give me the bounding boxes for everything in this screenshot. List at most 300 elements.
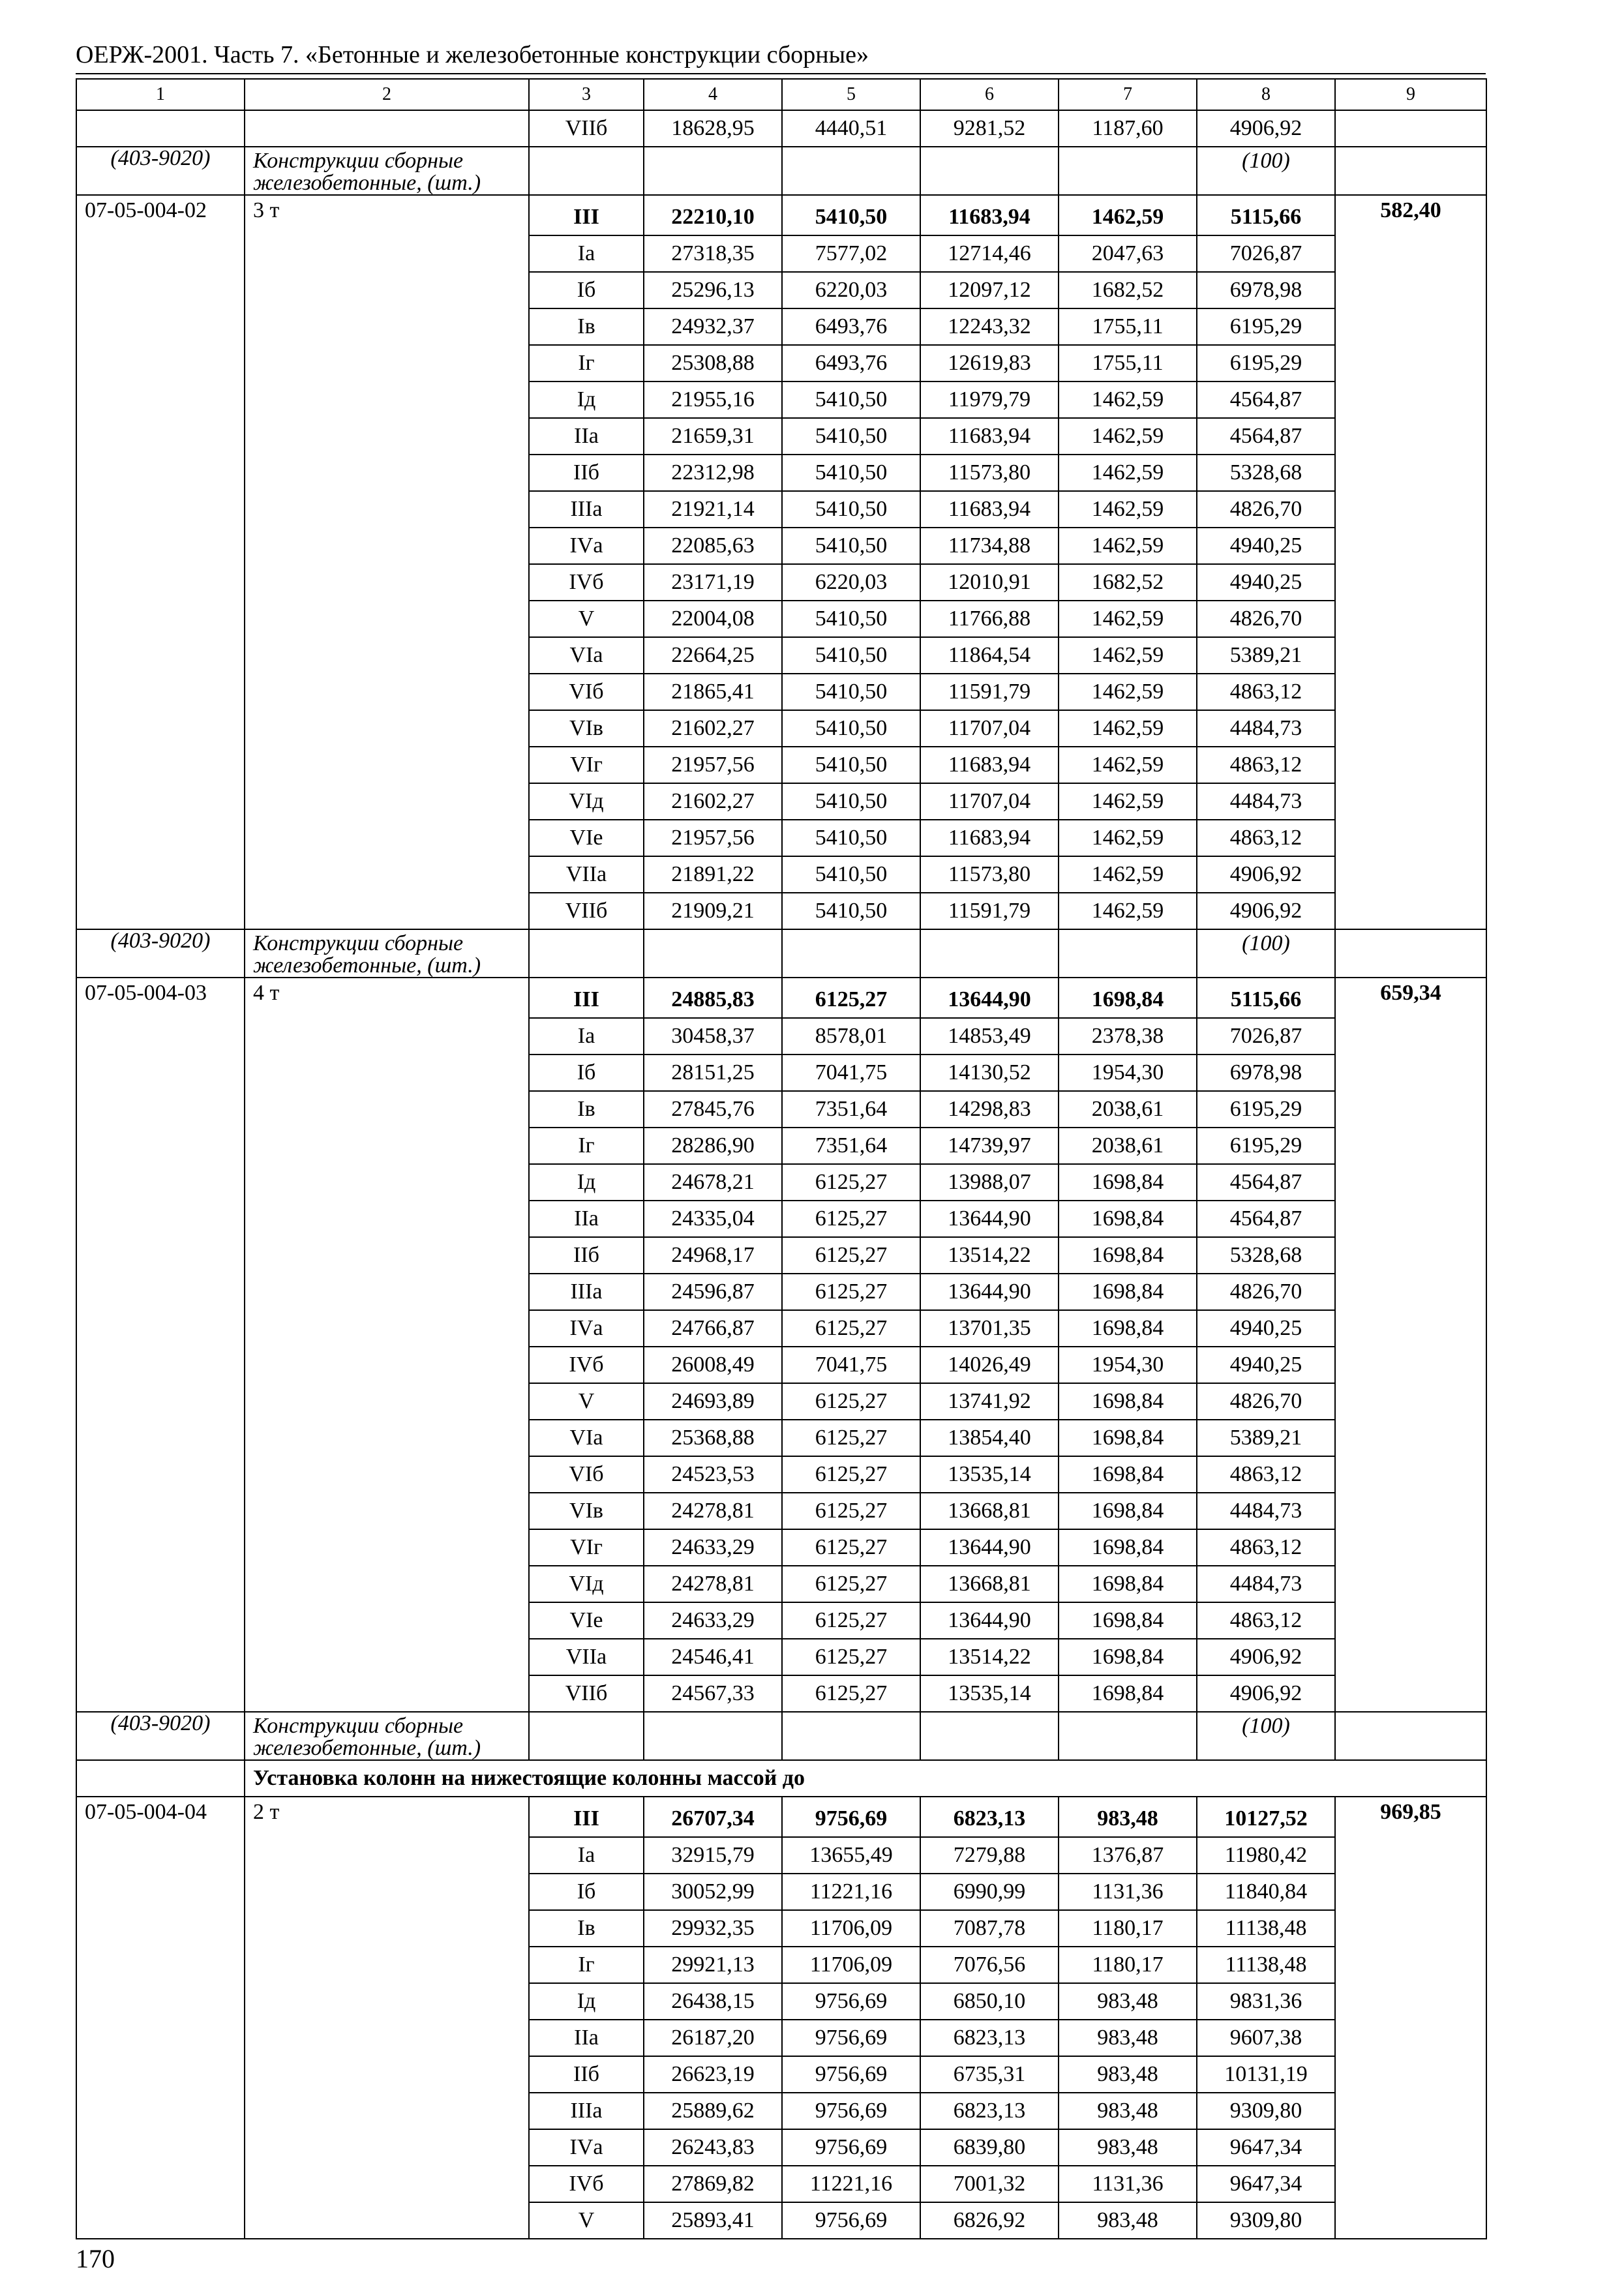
value-cell: 4863,12 (1197, 1602, 1335, 1639)
zone-cell: IIа (529, 1201, 644, 1237)
value-cell: 4906,92 (1197, 110, 1335, 147)
zone-cell: IVб (529, 2166, 644, 2202)
zone-cell: III (529, 195, 644, 235)
value-cell: 4564,87 (1197, 1201, 1335, 1237)
value-cell: 7351,64 (782, 1091, 920, 1128)
resource-value: (100) (1197, 1712, 1335, 1760)
value-cell: 5410,50 (782, 455, 920, 491)
value-cell: 13644,90 (920, 978, 1059, 1018)
value-cell: 4440,51 (782, 110, 920, 147)
value-cell: 9756,69 (782, 2202, 920, 2239)
value-cell: 6195,29 (1197, 345, 1335, 382)
section-title: Установка колонн на нижестоящие колонны массой до (245, 1760, 1486, 1797)
value-cell: 6125,27 (782, 1310, 920, 1347)
value-cell: 12010,91 (920, 564, 1059, 601)
table-row (76, 1797, 1486, 1837)
value-cell: 13655,49 (782, 1837, 920, 1874)
empty-cell (782, 147, 920, 195)
value-cell: 11706,09 (782, 1910, 920, 1947)
value-cell: 5410,50 (782, 893, 920, 929)
empty-cell (920, 929, 1059, 978)
zone-cell: IIIа (529, 491, 644, 528)
value-cell: 22664,25 (644, 637, 782, 674)
empty-cell (245, 110, 529, 147)
value-cell: 32915,79 (644, 1837, 782, 1874)
total-cell: 582,40 (1335, 195, 1486, 929)
value-cell: 6978,98 (1197, 272, 1335, 308)
empty-cell (529, 1712, 644, 1760)
zone-cell: V (529, 2202, 644, 2239)
value-cell: 9309,80 (1197, 2093, 1335, 2129)
column-number-row (76, 79, 1486, 110)
value-cell: 4863,12 (1197, 1529, 1335, 1566)
zone-cell: VIIб (529, 893, 644, 929)
value-cell: 9831,36 (1197, 1983, 1335, 2020)
value-cell: 4940,25 (1197, 1347, 1335, 1383)
value-cell: 5389,21 (1197, 1420, 1335, 1456)
value-cell: 4484,73 (1197, 783, 1335, 820)
value-cell: 25368,88 (644, 1420, 782, 1456)
zone-cell: VIа (529, 637, 644, 674)
zone-cell: IIIа (529, 2093, 644, 2129)
value-cell: 9647,34 (1197, 2129, 1335, 2166)
empty-cell (1335, 1712, 1486, 1760)
empty-cell (920, 1712, 1059, 1760)
value-cell: 25308,88 (644, 345, 782, 382)
value-cell: 21957,56 (644, 747, 782, 783)
value-cell: 11221,16 (782, 1874, 920, 1910)
value-cell: 13644,90 (920, 1529, 1059, 1566)
resource-name: Конструкции сборные железобетонные, (шт.) (245, 1712, 529, 1760)
value-cell: 6125,27 (782, 1566, 920, 1602)
value-cell: 1698,84 (1059, 1420, 1197, 1456)
value-cell: 24278,81 (644, 1566, 782, 1602)
value-cell: 4564,87 (1197, 382, 1335, 418)
column-number: 1 (76, 79, 245, 110)
value-cell: 5410,50 (782, 491, 920, 528)
value-cell: 13535,14 (920, 1675, 1059, 1712)
value-cell: 1131,36 (1059, 1874, 1197, 1910)
zone-cell: IIIа (529, 1274, 644, 1310)
total-cell: 659,34 (1335, 978, 1486, 1712)
value-cell: 11864,54 (920, 637, 1059, 674)
value-cell: 9756,69 (782, 2093, 920, 2129)
value-cell: 7026,87 (1197, 1018, 1335, 1055)
value-cell: 11840,84 (1197, 1874, 1335, 1910)
value-cell: 13644,90 (920, 1201, 1059, 1237)
value-cell: 5410,50 (782, 382, 920, 418)
value-cell: 2038,61 (1059, 1128, 1197, 1164)
value-cell: 6990,99 (920, 1874, 1059, 1910)
value-cell: 6850,10 (920, 1983, 1059, 2020)
value-cell: 6826,92 (920, 2202, 1059, 2239)
value-cell: 22085,63 (644, 528, 782, 564)
value-cell: 1698,84 (1059, 1493, 1197, 1529)
value-cell: 6823,13 (920, 2020, 1059, 2056)
value-cell: 29921,13 (644, 1947, 782, 1983)
zone-cell: Iб (529, 1055, 644, 1091)
value-cell: 14298,83 (920, 1091, 1059, 1128)
value-cell: 30052,99 (644, 1874, 782, 1910)
value-cell: 21891,22 (644, 856, 782, 893)
value-cell: 22312,98 (644, 455, 782, 491)
value-cell: 13514,22 (920, 1639, 1059, 1675)
value-cell: 29932,35 (644, 1910, 782, 1947)
value-cell: 1462,59 (1059, 418, 1197, 455)
resource-row (76, 1712, 1486, 1760)
value-cell: 24678,21 (644, 1164, 782, 1201)
value-cell: 1698,84 (1059, 1602, 1197, 1639)
zone-cell: Iб (529, 272, 644, 308)
table-row (76, 978, 1486, 1018)
value-cell: 5115,66 (1197, 978, 1335, 1018)
value-cell: 6195,29 (1197, 308, 1335, 345)
empty-cell (644, 929, 782, 978)
value-cell: 1698,84 (1059, 1383, 1197, 1420)
value-cell: 11591,79 (920, 674, 1059, 710)
value-cell: 4564,87 (1197, 1164, 1335, 1201)
resource-code: (403-9020) (76, 929, 245, 978)
value-cell: 2047,63 (1059, 235, 1197, 272)
zone-cell: IVа (529, 1310, 644, 1347)
value-cell: 24596,87 (644, 1274, 782, 1310)
value-cell: 5410,50 (782, 710, 920, 747)
value-cell: 6125,27 (782, 978, 920, 1018)
zone-cell: Iд (529, 1983, 644, 2020)
value-cell: 1462,59 (1059, 601, 1197, 637)
value-cell: 1462,59 (1059, 528, 1197, 564)
value-cell: 14130,52 (920, 1055, 1059, 1091)
column-number: 5 (782, 79, 920, 110)
value-cell: 1462,59 (1059, 820, 1197, 856)
value-cell: 24278,81 (644, 1493, 782, 1529)
value-cell: 4863,12 (1197, 747, 1335, 783)
value-cell: 13988,07 (920, 1164, 1059, 1201)
value-cell: 6125,27 (782, 1201, 920, 1237)
zone-cell: Iд (529, 1164, 644, 1201)
name-cell: 4 т (245, 978, 529, 1712)
zone-cell: VIг (529, 747, 644, 783)
zone-cell: Iд (529, 382, 644, 418)
value-cell: 14853,49 (920, 1018, 1059, 1055)
code-cell: 07-05-004-02 (76, 195, 245, 929)
value-cell: 11980,42 (1197, 1837, 1335, 1874)
value-cell: 24546,41 (644, 1639, 782, 1675)
resource-row (76, 929, 1486, 978)
empty-cell (1059, 1712, 1197, 1760)
name-cell: 3 т (245, 195, 529, 929)
empty-cell (644, 1712, 782, 1760)
value-cell: 6839,80 (920, 2129, 1059, 2166)
zone-cell: VIIа (529, 1639, 644, 1675)
value-cell: 21957,56 (644, 820, 782, 856)
value-cell: 1954,30 (1059, 1055, 1197, 1091)
value-cell: 26707,34 (644, 1797, 782, 1837)
value-cell: 9647,34 (1197, 2166, 1335, 2202)
zone-cell: Iг (529, 345, 644, 382)
value-cell: 14026,49 (920, 1347, 1059, 1383)
value-cell: 9756,69 (782, 2129, 920, 2166)
value-cell: 4906,92 (1197, 1639, 1335, 1675)
zone-cell: III (529, 978, 644, 1018)
zone-cell: IVа (529, 528, 644, 564)
value-cell: 11683,94 (920, 418, 1059, 455)
value-cell: 6125,27 (782, 1456, 920, 1493)
value-cell: 1698,84 (1059, 1566, 1197, 1602)
value-cell: 4826,70 (1197, 491, 1335, 528)
value-cell: 5115,66 (1197, 195, 1335, 235)
value-cell: 7087,78 (920, 1910, 1059, 1947)
value-cell: 1462,59 (1059, 856, 1197, 893)
value-cell: 6125,27 (782, 1602, 920, 1639)
zone-cell: VIб (529, 1456, 644, 1493)
value-cell: 13854,40 (920, 1420, 1059, 1456)
value-cell: 1755,11 (1059, 308, 1197, 345)
value-cell: 9756,69 (782, 1797, 920, 1837)
value-cell: 1462,59 (1059, 637, 1197, 674)
value-cell: 6125,27 (782, 1164, 920, 1201)
value-cell: 6125,27 (782, 1383, 920, 1420)
resource-row (76, 147, 1486, 195)
value-cell: 1954,30 (1059, 1347, 1197, 1383)
value-cell: 13644,90 (920, 1602, 1059, 1639)
value-cell: 1462,59 (1059, 893, 1197, 929)
value-cell: 11573,80 (920, 856, 1059, 893)
value-cell: 1462,59 (1059, 195, 1197, 235)
value-cell: 4940,25 (1197, 1310, 1335, 1347)
column-number: 8 (1197, 79, 1335, 110)
value-cell: 1462,59 (1059, 674, 1197, 710)
value-cell: 4863,12 (1197, 1456, 1335, 1493)
empty-cell (1059, 929, 1197, 978)
value-cell: 4906,92 (1197, 1675, 1335, 1712)
value-cell: 11707,04 (920, 710, 1059, 747)
value-cell: 9607,38 (1197, 2020, 1335, 2056)
value-cell: 13741,92 (920, 1383, 1059, 1420)
section-row (76, 1760, 1486, 1797)
value-cell: 1462,59 (1059, 747, 1197, 783)
value-cell: 6195,29 (1197, 1091, 1335, 1128)
value-cell: 24335,04 (644, 1201, 782, 1237)
table-body (76, 79, 1486, 2239)
value-cell: 1376,87 (1059, 1837, 1197, 1874)
zone-cell: Iа (529, 1018, 644, 1055)
value-cell: 6195,29 (1197, 1128, 1335, 1164)
value-cell: 9281,52 (920, 110, 1059, 147)
value-cell: 21602,27 (644, 783, 782, 820)
column-number: 6 (920, 79, 1059, 110)
value-cell: 1462,59 (1059, 710, 1197, 747)
zone-cell: IVб (529, 1347, 644, 1383)
table-row (76, 110, 1486, 147)
value-cell: 983,48 (1059, 2020, 1197, 2056)
value-cell: 1698,84 (1059, 978, 1197, 1018)
value-cell: 1698,84 (1059, 1529, 1197, 1566)
value-cell: 13668,81 (920, 1493, 1059, 1529)
zone-cell: VIIб (529, 110, 644, 147)
value-cell: 4863,12 (1197, 674, 1335, 710)
zone-cell: VIе (529, 820, 644, 856)
resource-code: (403-9020) (76, 147, 245, 195)
value-cell: 11979,79 (920, 382, 1059, 418)
zone-cell: VIв (529, 1493, 644, 1529)
value-cell: 5410,50 (782, 674, 920, 710)
value-cell: 23171,19 (644, 564, 782, 601)
value-cell: 1187,60 (1059, 110, 1197, 147)
value-cell: 1698,84 (1059, 1201, 1197, 1237)
value-cell: 24693,89 (644, 1383, 782, 1420)
value-cell: 2038,61 (1059, 1091, 1197, 1128)
value-cell: 28151,25 (644, 1055, 782, 1091)
value-cell: 5410,50 (782, 637, 920, 674)
value-cell: 5410,50 (782, 195, 920, 235)
value-cell: 11683,94 (920, 747, 1059, 783)
value-cell: 1462,59 (1059, 455, 1197, 491)
value-cell: 1131,36 (1059, 2166, 1197, 2202)
value-cell: 5410,50 (782, 528, 920, 564)
value-cell: 1682,52 (1059, 564, 1197, 601)
value-cell: 1698,84 (1059, 1164, 1197, 1201)
value-cell: 11573,80 (920, 455, 1059, 491)
value-cell: 7279,88 (920, 1837, 1059, 1874)
resource-name: Конструкции сборные железобетонные, (шт.) (245, 147, 529, 195)
zone-cell: VIд (529, 1566, 644, 1602)
value-cell: 24968,17 (644, 1237, 782, 1274)
page-number: 170 (76, 2244, 115, 2273)
value-cell: 13514,22 (920, 1237, 1059, 1274)
code-cell: 07-05-004-03 (76, 978, 245, 1712)
value-cell: 26187,20 (644, 2020, 782, 2056)
zone-cell: Iв (529, 1910, 644, 1947)
value-cell: 11683,94 (920, 820, 1059, 856)
value-cell: 13644,90 (920, 1274, 1059, 1310)
value-cell: 4484,73 (1197, 1566, 1335, 1602)
value-cell: 24885,83 (644, 978, 782, 1018)
value-cell: 12619,83 (920, 345, 1059, 382)
value-cell: 11706,09 (782, 1947, 920, 1983)
value-cell: 21955,16 (644, 382, 782, 418)
value-cell: 1462,59 (1059, 783, 1197, 820)
empty-cell (1059, 147, 1197, 195)
zone-cell: V (529, 1383, 644, 1420)
value-cell: 2378,38 (1059, 1018, 1197, 1055)
page-header: ОЕРЖ-2001. Часть 7. «Бетонные и железобетонные конструкции сборные» (76, 41, 869, 68)
value-cell: 13535,14 (920, 1456, 1059, 1493)
empty-cell (644, 147, 782, 195)
value-cell: 30458,37 (644, 1018, 782, 1055)
value-cell: 1462,59 (1059, 491, 1197, 528)
value-cell: 5410,50 (782, 601, 920, 637)
value-cell: 11734,88 (920, 528, 1059, 564)
name-cell: 2 т (245, 1797, 529, 2239)
value-cell: 11591,79 (920, 893, 1059, 929)
value-cell: 21659,31 (644, 418, 782, 455)
value-cell: 12097,12 (920, 272, 1059, 308)
zone-cell: V (529, 601, 644, 637)
zone-cell: Iа (529, 1837, 644, 1874)
value-cell: 12243,32 (920, 308, 1059, 345)
zone-cell: Iв (529, 1091, 644, 1128)
value-cell: 22210,10 (644, 195, 782, 235)
empty-cell (529, 929, 644, 978)
value-cell: 9756,69 (782, 2020, 920, 2056)
value-cell: 4906,92 (1197, 893, 1335, 929)
zone-cell: Iа (529, 235, 644, 272)
value-cell: 983,48 (1059, 1983, 1197, 2020)
value-cell: 7026,87 (1197, 235, 1335, 272)
zone-cell: VIг (529, 1529, 644, 1566)
zone-cell: IVб (529, 564, 644, 601)
value-cell: 24567,33 (644, 1675, 782, 1712)
value-cell: 18628,95 (644, 110, 782, 147)
empty-cell (782, 929, 920, 978)
value-cell: 983,48 (1059, 2093, 1197, 2129)
value-cell: 7001,32 (920, 2166, 1059, 2202)
value-cell: 4826,70 (1197, 601, 1335, 637)
value-cell: 21865,41 (644, 674, 782, 710)
value-cell: 26438,15 (644, 1983, 782, 2020)
value-cell: 4484,73 (1197, 1493, 1335, 1529)
value-cell: 1462,59 (1059, 382, 1197, 418)
empty-cell (782, 1712, 920, 1760)
value-cell: 6978,98 (1197, 1055, 1335, 1091)
value-cell: 22004,08 (644, 601, 782, 637)
value-cell: 4564,87 (1197, 418, 1335, 455)
column-number: 2 (245, 79, 529, 110)
value-cell: 8578,01 (782, 1018, 920, 1055)
code-cell: 07-05-004-04 (76, 1797, 245, 2239)
value-cell: 5389,21 (1197, 637, 1335, 674)
resource-code: (403-9020) (76, 1712, 245, 1760)
value-cell: 27869,82 (644, 2166, 782, 2202)
value-cell: 5410,50 (782, 418, 920, 455)
value-cell: 9309,80 (1197, 2202, 1335, 2239)
zone-cell: IVа (529, 2129, 644, 2166)
table-row (76, 195, 1486, 235)
value-cell: 6220,03 (782, 564, 920, 601)
value-cell: 1698,84 (1059, 1310, 1197, 1347)
empty-cell (529, 147, 644, 195)
zone-cell: VIе (529, 1602, 644, 1639)
value-cell: 5328,68 (1197, 1237, 1335, 1274)
zone-cell: VIIб (529, 1675, 644, 1712)
value-cell: 4863,12 (1197, 820, 1335, 856)
empty-cell (76, 1760, 245, 1797)
value-cell: 13668,81 (920, 1566, 1059, 1602)
value-cell: 1180,17 (1059, 1947, 1197, 1983)
value-cell: 12714,46 (920, 235, 1059, 272)
value-cell: 6220,03 (782, 272, 920, 308)
value-cell: 7076,56 (920, 1947, 1059, 1983)
empty-cell (1335, 110, 1486, 147)
value-cell: 4906,92 (1197, 856, 1335, 893)
zone-cell: VIа (529, 1420, 644, 1456)
value-cell: 25889,62 (644, 2093, 782, 2129)
value-cell: 1180,17 (1059, 1910, 1197, 1947)
empty-cell (76, 110, 245, 147)
value-cell: 24633,29 (644, 1602, 782, 1639)
header-rule (76, 73, 1486, 74)
zone-cell: IIа (529, 418, 644, 455)
value-cell: 25893,41 (644, 2202, 782, 2239)
value-cell: 9756,69 (782, 1983, 920, 2020)
value-cell: 6125,27 (782, 1675, 920, 1712)
value-cell: 27318,35 (644, 235, 782, 272)
empty-cell (1335, 929, 1486, 978)
value-cell: 7041,75 (782, 1347, 920, 1383)
value-cell: 9756,69 (782, 2056, 920, 2093)
value-cell: 6125,27 (782, 1237, 920, 1274)
